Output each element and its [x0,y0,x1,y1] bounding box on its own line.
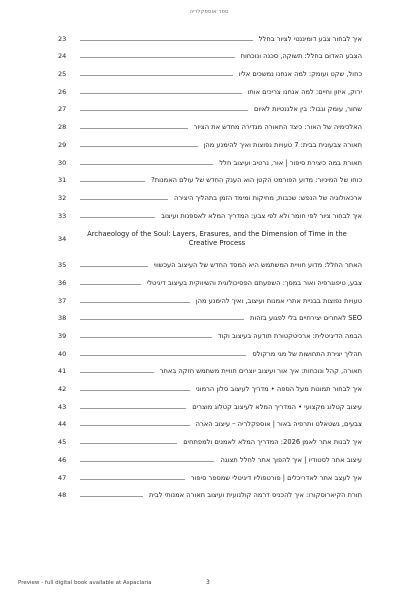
toc-entry-page-number: 26 [58,87,67,96]
toc-leader-line [80,110,248,111]
toc-entry-title: ירוק, איזון וחיים: למה אנחנו צריכים אותו [247,87,362,96]
running-header: ספר אוספקלריה [189,9,229,15]
toc-leader-line [80,57,235,58]
toc-entry-title: האלכימיה של האור: כיצד התאורה מגדירה מחדש את הציור [193,123,362,132]
toc-leader-line [80,390,190,391]
toc-entry[interactable] [58,116,362,134]
toc-entry-title: הבמה הדיגיטלית: ארכיטקטורת תודעה בעיצוב וקוד [217,332,362,340]
toc-entry-title: עיצוב אתר לסטודיו | איך להפוך אתר לחלל תצוגה [220,455,362,464]
toc-entry[interactable] [58,343,362,361]
toc-leader-line [80,337,212,338]
toc-entry-page-number: 29 [58,140,67,149]
toc-entry[interactable] [58,205,362,223]
toc-entry-page-number: 46 [58,455,67,464]
toc-leader-line [80,199,168,200]
toc-leader-line [80,93,242,94]
toc-entry[interactable] [58,223,362,255]
toc-leader-line [80,425,190,426]
toc-entry[interactable] [58,431,362,449]
toc-entry[interactable] [58,28,362,46]
table-of-contents [58,28,362,502]
toc-leader-line [80,284,141,285]
toc-entry-page-number: 43 [58,402,67,411]
page-number: 3 [206,579,210,586]
toc-entry-title: צבעים, גשטאלט ותרפיה באור | אוספקלריה – עיצוב הארה [195,420,362,429]
toc-entry-page-number: 28 [58,123,67,132]
toc-entry-title: איך לבחור תמונות מעל הספה • מדריך לעיצוב סלון הרמוני [195,385,362,394]
toc-leader-line [80,319,244,320]
toc-entry-page-number: 47 [58,473,67,482]
toc-leader-line [80,146,198,147]
toc-leader-line [80,164,213,165]
toc-entry[interactable] [58,255,362,273]
toc-entry-title: כחול, שקט ועומק: למה אנחנו נמשכים אליו [238,70,362,79]
toc-leader-line [80,75,233,76]
toc-entry[interactable] [58,449,362,467]
toc-entry[interactable] [58,134,362,152]
toc-entry[interactable] [58,170,362,188]
toc-entry[interactable] [58,99,362,117]
toc-entry[interactable] [58,378,362,396]
toc-entry-title: תאורה, קהל ונוכחות: איך אור ועיצוב יוצרים חוויית משתמש חזקה באתר [159,367,362,376]
toc-entry[interactable] [58,63,362,81]
toc-entry-title: SEO לאתרים יצירתיים בלי לפגוע בזהות [250,314,362,323]
toc-entry-title: תאורה צבעונית בבית: 7 טעויות נפוצות ואיך להימנע מהן [203,140,362,149]
toc-leader-line [80,217,155,218]
toc-entry[interactable] [58,46,362,64]
toc-entry-page-number: 32 [58,193,67,202]
toc-leader-line [80,40,253,41]
toc-leader-line [80,443,177,444]
toc-leader-line [80,266,148,267]
toc-leader-line [80,355,246,356]
toc-entry[interactable] [58,81,362,99]
toc-entry-page-number: 36 [58,278,67,287]
toc-entry-title: תאורת במה כיצירת סיפור | אור, נרטיב ועיצוב חלל [219,158,362,167]
toc-entry-page-number: 34 [58,234,67,243]
toc-entry-page-number: 39 [58,332,67,340]
toc-leader-line [80,479,185,480]
toc-entry-title: תהליך יצירת התחושות של מגי מרקולס [252,349,362,358]
toc-entry-page-number: 41 [58,367,67,376]
toc-entry-page-number: 24 [58,52,67,61]
preview-footer: Preview - full digital book available at Aspaclaria [18,580,152,586]
toc-entry-title: כוחו של המיניור: מדוע הפורמט הקטן הוא הענק החדש של עולם האמנות? [151,176,362,185]
toc-leader-line [80,372,154,373]
toc-entry-page-number: 45 [58,438,67,447]
toc-entry-title: איך לבחור צבע דומיננטי לציור בחלל [258,34,362,43]
toc-entry-title: ארכאולוגיה של הנפש: שכבות, מחיקות ומימד הזמן בתהליך היצירה [173,193,362,202]
toc-entry[interactable] [58,272,362,290]
toc-entry-title: Archaeology of the Soul: Layers, Erasures, and the Dimension of Time in the Creative Process [87,229,347,247]
toc-entry[interactable] [58,467,362,485]
toc-entry-page-number: 48 [58,491,67,500]
toc-leader-line [80,302,190,303]
toc-entry-title: תורת הקיארוסקורו: איך להכניס דרמה קולנועית ועיצוב תאורה אמנותי לבית [149,491,362,500]
toc-entry-page-number: 37 [58,296,67,305]
toc-leader-line [80,181,145,182]
toc-entry-title: איך לבחור ציור לפי חומר ולא לפי צבע: המדריך המלא לאספנות ועיצוב [161,211,362,220]
toc-entry-title: שחור, עומק וגבול: בין אלגנטיות לאיום [253,105,362,114]
toc-entry-page-number: 27 [58,105,67,114]
toc-entry-title: האתר החלל: מדוע חוויית המשתמש היא המסד החדש של העיצוב העכשווי [153,261,362,270]
toc-leader-line [80,128,188,129]
toc-entry-title: טעויות נפוצות בבניית אתרי אמנות ועיצוב, ואיך להימנע מהן [195,296,362,305]
toc-entry-page-number: 44 [58,420,67,429]
toc-entry-page-number: 33 [58,211,67,220]
toc-entry-page-number: 23 [58,34,67,43]
toc-entry[interactable] [58,187,362,205]
toc-entry[interactable] [58,361,362,379]
toc-entry-title: איך לעצב אתר לאדריכלים | פורטפוליו דיגיטלי שמספר סיפור [190,473,362,482]
toc-entry-title: הצבע האדום בחלל: תשוקה, סכנה ונוכחות [240,52,362,61]
toc-leader-line [80,496,143,497]
toc-entry-page-number: 38 [58,314,67,323]
toc-entry[interactable] [58,152,362,170]
toc-entry-page-number: 40 [58,349,67,358]
toc-entry[interactable] [58,325,362,343]
toc-entry[interactable] [58,308,362,326]
toc-entry-page-number: 35 [58,261,67,270]
toc-entry-title: עיצוב קטלוג מקצועי • המדריך המלא לעיצוב קטלוג מוצרים [192,402,362,411]
toc-entry[interactable] [58,396,362,414]
toc-leader-line [80,461,214,462]
toc-entry-page-number: 31 [58,176,67,185]
toc-entry-title: איך לבנות אתר לאמן 2026: המדריך המלא לאמנים ולמפתחים [183,438,362,447]
toc-entry-page-number: 30 [58,158,67,167]
toc-entry-page-number: 42 [58,385,67,394]
toc-entry-title: צבע, טיפוגרפיה ואור במסך: השפעתם הפסיכולוגית והשיווקית בעיצוב דיגיטלי [146,278,362,287]
toc-entry[interactable] [58,414,362,432]
toc-entry[interactable] [58,290,362,308]
toc-entry-page-number: 25 [58,70,67,79]
toc-entry[interactable] [58,485,362,503]
toc-leader-line [80,408,186,409]
